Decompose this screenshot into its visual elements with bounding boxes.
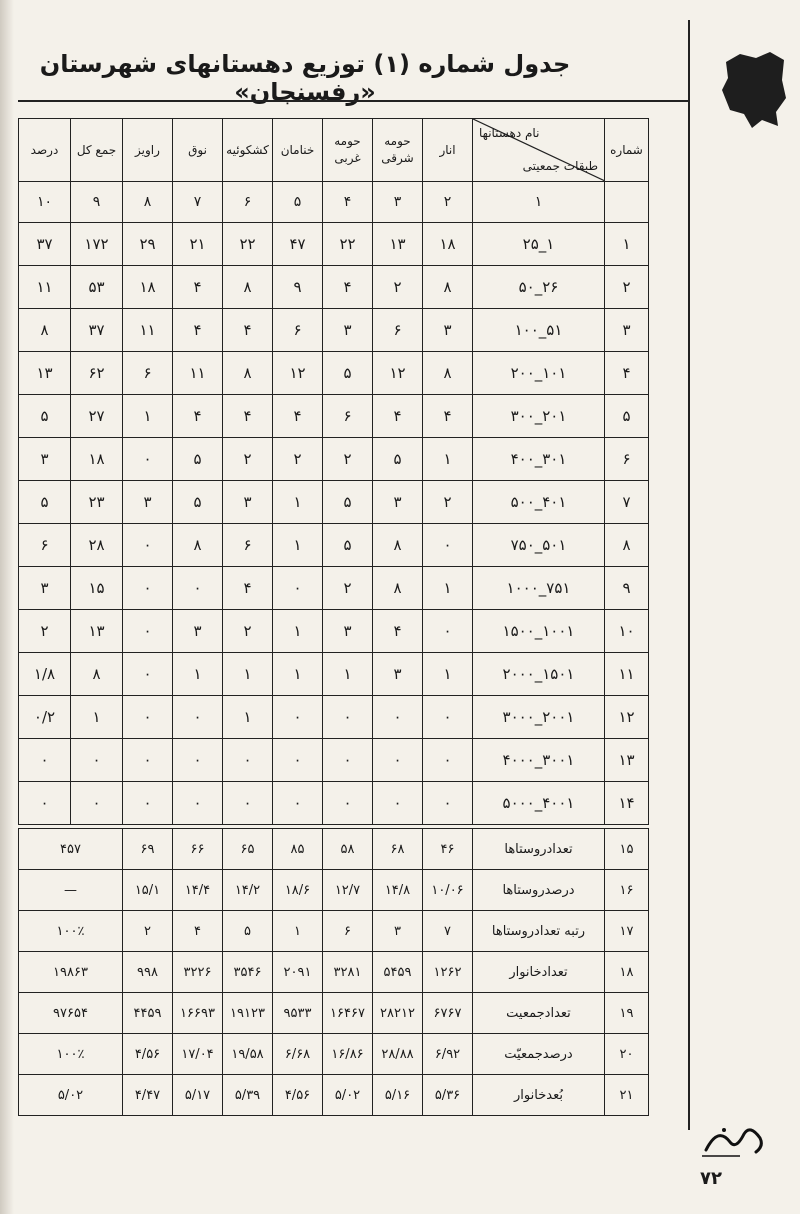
- value-cell: ۲: [223, 438, 273, 481]
- page-gutter-shadow: [0, 0, 14, 1214]
- summary-value-cell: ۴/۵۶: [123, 1034, 173, 1075]
- table-row: [19, 696, 649, 739]
- value-cell: ۱: [273, 524, 323, 567]
- summary-value-cell: ۳۲۲۶: [173, 952, 223, 993]
- value-cell: ۲۹: [123, 223, 173, 266]
- value-cell: ۶: [19, 524, 71, 567]
- row-number: ۱۳: [605, 739, 649, 782]
- value-cell: ۰: [423, 696, 473, 739]
- value-cell: ۱۱: [123, 309, 173, 352]
- value-cell: ۰: [423, 610, 473, 653]
- summary-value-cell: ۵/۰۲: [323, 1075, 373, 1116]
- value-cell: ۱۲: [373, 352, 423, 395]
- value-cell: ۰: [71, 739, 123, 782]
- table-row: [19, 739, 649, 782]
- row-number: ۴: [605, 352, 649, 395]
- summary-value-cell: ۱۵/۱: [123, 870, 173, 911]
- index-cell: ۱: [473, 182, 605, 223]
- value-cell: ۱۸: [423, 223, 473, 266]
- value-cell: ۰: [273, 739, 323, 782]
- row-number: ۱۶: [605, 870, 649, 911]
- summary-value-cell: ۵: [223, 911, 273, 952]
- value-cell: ۰: [373, 739, 423, 782]
- summary-value-cell: ۱۴/۸: [373, 870, 423, 911]
- summary-value-cell: ۱۹۸۶۳: [19, 952, 123, 993]
- population-class: ۴۰۰۱_۵۰۰۰: [473, 782, 605, 825]
- value-cell: ۴: [223, 395, 273, 438]
- value-cell: ۱: [273, 481, 323, 524]
- value-cell: ۳: [373, 481, 423, 524]
- distribution-table-wrap: [18, 118, 648, 1116]
- value-cell: ۹: [273, 266, 323, 309]
- population-class: ۳۰۱_۴۰۰: [473, 438, 605, 481]
- value-cell: ۲: [423, 481, 473, 524]
- row-number: ۱۴: [605, 782, 649, 825]
- value-cell: ۸: [423, 352, 473, 395]
- value-cell: ۱۳: [19, 352, 71, 395]
- kerman-logo: [700, 1120, 770, 1160]
- summary-value-cell: ۱۲/۷: [323, 870, 373, 911]
- top-rule: [18, 100, 690, 102]
- summary-value-cell: ۶۵: [223, 829, 273, 870]
- index-cell: ۶: [223, 182, 273, 223]
- summary-value-cell: ۱۰۰٪: [19, 911, 123, 952]
- value-cell: ۳: [373, 653, 423, 696]
- value-cell: ۰: [423, 782, 473, 825]
- summary-value-cell: ۱۴/۲: [223, 870, 273, 911]
- value-cell: ۳۷: [19, 223, 71, 266]
- summary-label: درصدجمعیّت: [473, 1034, 605, 1075]
- summary-row: [19, 1075, 649, 1116]
- row-number: ۱۵: [605, 829, 649, 870]
- value-cell: ۰: [323, 739, 373, 782]
- value-cell: ۲: [19, 610, 71, 653]
- value-cell: ۰/۲: [19, 696, 71, 739]
- value-cell: ۱۸: [123, 266, 173, 309]
- summary-value-cell: ۴/۴۷: [123, 1075, 173, 1116]
- value-cell: ۲: [323, 567, 373, 610]
- value-cell: ۸: [71, 653, 123, 696]
- value-cell: ۲۷: [71, 395, 123, 438]
- summary-value-cell: ۲: [123, 911, 173, 952]
- summary-value-cell: ۱۸/۶: [273, 870, 323, 911]
- table-row: [19, 266, 649, 309]
- value-cell: ۱: [423, 567, 473, 610]
- value-cell: ۴۷: [273, 223, 323, 266]
- summary-value-cell: ۵/۱۷: [173, 1075, 223, 1116]
- value-cell: ۱: [323, 653, 373, 696]
- header-col-percent: درصد: [19, 119, 71, 182]
- summary-value-cell: ۶/۶۸: [273, 1034, 323, 1075]
- summary-row: [19, 829, 649, 870]
- value-cell: ۰: [173, 696, 223, 739]
- summary-value-cell: ۷: [423, 911, 473, 952]
- row-number: ۷: [605, 481, 649, 524]
- value-cell: ۲: [273, 438, 323, 481]
- value-cell: ۰: [323, 782, 373, 825]
- header-col-hume-gharbi: حومه غربی: [323, 119, 373, 182]
- summary-value-cell: ۵/۳۶: [423, 1075, 473, 1116]
- value-cell: ۲۲: [223, 223, 273, 266]
- value-cell: ۰: [173, 739, 223, 782]
- row-number: ۱۸: [605, 952, 649, 993]
- summary-value-cell: ۲۸/۸۸: [373, 1034, 423, 1075]
- value-cell: ۲۳: [71, 481, 123, 524]
- value-cell: ۰: [123, 524, 173, 567]
- value-cell: ۰: [173, 567, 223, 610]
- row-number: ۹: [605, 567, 649, 610]
- population-class: ۱_۲۵: [473, 223, 605, 266]
- value-cell: ۸: [223, 352, 273, 395]
- summary-value-cell: ۱۶۴۶۷: [323, 993, 373, 1034]
- summary-value-cell: ۱۶۶۹۳: [173, 993, 223, 1034]
- row-number: ۱۰: [605, 610, 649, 653]
- value-cell: ۱۳: [71, 610, 123, 653]
- header-col-raviz: راویز: [123, 119, 173, 182]
- summary-value-cell: ۵۸: [323, 829, 373, 870]
- value-cell: ۵: [173, 438, 223, 481]
- summary-value-cell: ۲۰۹۱: [273, 952, 323, 993]
- value-cell: ۲: [373, 266, 423, 309]
- summary-value-cell: ۱۲۶۲: [423, 952, 473, 993]
- value-cell: ۱: [273, 653, 323, 696]
- row-number: ۶: [605, 438, 649, 481]
- summary-value-cell: ۴۵۷: [19, 829, 123, 870]
- summary-value-cell: ۱۴/۴: [173, 870, 223, 911]
- summary-row: [19, 952, 649, 993]
- value-cell: ۸: [373, 524, 423, 567]
- summary-value-cell: ۴: [173, 911, 223, 952]
- summary-value-cell: ۶۸: [373, 829, 423, 870]
- value-cell: ۱: [223, 696, 273, 739]
- header-col-anar: انار: [423, 119, 473, 182]
- summary-value-cell: ۴۴۵۹: [123, 993, 173, 1034]
- row-number: ۲: [605, 266, 649, 309]
- value-cell: ۱: [273, 610, 323, 653]
- value-cell: ۵: [323, 524, 373, 567]
- value-cell: ۰: [173, 782, 223, 825]
- population-class: ۱۰۰۱_۱۵۰۰: [473, 610, 605, 653]
- table-title: جدول شماره (۱) توزیع دهستانهای شهرستان «رفسنجان»: [39, 50, 571, 106]
- index-cell: ۵: [273, 182, 323, 223]
- summary-value-cell: ۱۶/۸۶: [323, 1034, 373, 1075]
- value-cell: ۲۸: [71, 524, 123, 567]
- value-cell: ۱: [423, 438, 473, 481]
- value-cell: ۸: [173, 524, 223, 567]
- value-cell: ۳: [19, 567, 71, 610]
- summary-value-cell: ۹۵۳۳: [273, 993, 323, 1034]
- value-cell: ۳: [323, 309, 373, 352]
- summary-label: تعدادروستاها: [473, 829, 605, 870]
- summary-value-cell: ۶۷۶۷: [423, 993, 473, 1034]
- header-col-total: جمع کل: [71, 119, 123, 182]
- page-number: ۷۲: [700, 1168, 722, 1189]
- value-cell: ۰: [123, 438, 173, 481]
- summary-label: رتبه تعدادروستاها: [473, 911, 605, 952]
- value-cell: ۸: [423, 266, 473, 309]
- index-cell: ۴: [323, 182, 373, 223]
- value-cell: ۴: [223, 567, 273, 610]
- value-cell: ۱: [123, 395, 173, 438]
- value-cell: ۱۵: [71, 567, 123, 610]
- summary-value-cell: ۱: [273, 911, 323, 952]
- value-cell: ۴: [373, 610, 423, 653]
- value-cell: ۱: [423, 653, 473, 696]
- right-margin-rule: [688, 20, 690, 1130]
- summary-value-cell: ۳: [373, 911, 423, 952]
- value-cell: ۱۱: [173, 352, 223, 395]
- value-cell: ۴: [223, 309, 273, 352]
- value-cell: ۳۷: [71, 309, 123, 352]
- table-row: [19, 610, 649, 653]
- population-class: ۲۰۰۱_۳۰۰۰: [473, 696, 605, 739]
- index-cell: ۱۰: [19, 182, 71, 223]
- summary-row: [19, 870, 649, 911]
- value-cell: ۰: [273, 782, 323, 825]
- value-cell: ۳: [223, 481, 273, 524]
- value-cell: ۶: [123, 352, 173, 395]
- summary-value-cell: ۶/۹۲: [423, 1034, 473, 1075]
- value-cell: ۱۲: [273, 352, 323, 395]
- column-index-row: [19, 182, 649, 223]
- table-row: [19, 352, 649, 395]
- header-district-names: نام دهستانها: [479, 126, 540, 140]
- summary-value-cell: ۵/۰۲: [19, 1075, 123, 1116]
- summary-value-cell: ۳۲۸۱: [323, 952, 373, 993]
- row-number: ۸: [605, 524, 649, 567]
- value-cell: ۲۲: [323, 223, 373, 266]
- row-number: ۵: [605, 395, 649, 438]
- province-map-icon: [718, 50, 788, 130]
- value-cell: ۰: [19, 739, 71, 782]
- header-col-khenaman: خنامان: [273, 119, 323, 182]
- header-diagonal-cell: [473, 119, 605, 182]
- value-cell: ۵: [323, 481, 373, 524]
- value-cell: ۵: [19, 395, 71, 438]
- value-cell: ۴: [423, 395, 473, 438]
- index-cell: ۷: [173, 182, 223, 223]
- population-class: ۳۰۰۱_۴۰۰۰: [473, 739, 605, 782]
- value-cell: ۰: [123, 739, 173, 782]
- index-cell: [605, 182, 649, 223]
- value-cell: ۱: [71, 696, 123, 739]
- population-class: ۵۰۱_۷۵۰: [473, 524, 605, 567]
- value-cell: ۰: [273, 567, 323, 610]
- table-row: [19, 653, 649, 696]
- summary-value-cell: ۱۹/۵۸: [223, 1034, 273, 1075]
- header-col-koshkuiyeh: کشکوئیه: [223, 119, 273, 182]
- value-cell: ۰: [373, 696, 423, 739]
- value-cell: ۱۳: [373, 223, 423, 266]
- summary-value-cell: ۶: [323, 911, 373, 952]
- value-cell: ۲۱: [173, 223, 223, 266]
- index-cell: ۹: [71, 182, 123, 223]
- value-cell: ۵: [373, 438, 423, 481]
- value-cell: ۵: [323, 352, 373, 395]
- population-class: ۲۶_۵۰: [473, 266, 605, 309]
- value-cell: ۴: [173, 266, 223, 309]
- summary-row: [19, 911, 649, 952]
- value-cell: ۶: [223, 524, 273, 567]
- value-cell: ۰: [273, 696, 323, 739]
- value-cell: ۱۸: [71, 438, 123, 481]
- summary-value-cell: ۱۹۱۲۳: [223, 993, 273, 1034]
- row-number: ۱: [605, 223, 649, 266]
- value-cell: ۳: [323, 610, 373, 653]
- value-cell: ۱/۸: [19, 653, 71, 696]
- header-col-hume-sharghi: حومه شرقی: [373, 119, 423, 182]
- summary-value-cell: ۹۷۶۵۴: [19, 993, 123, 1034]
- summary-value-cell: ۵/۱۶: [373, 1075, 423, 1116]
- header-num: شماره: [605, 119, 649, 182]
- value-cell: ۳: [173, 610, 223, 653]
- value-cell: ۴: [373, 395, 423, 438]
- summary-value-cell: ۶۹: [123, 829, 173, 870]
- header-col-nough: نوق: [173, 119, 223, 182]
- table-row: [19, 223, 649, 266]
- value-cell: ۰: [423, 739, 473, 782]
- value-cell: ۰: [223, 739, 273, 782]
- value-cell: ۵: [19, 481, 71, 524]
- summary-value-cell: ۲۸۲۱۲: [373, 993, 423, 1034]
- table-row: [19, 782, 649, 825]
- value-cell: ۰: [71, 782, 123, 825]
- value-cell: ۶: [273, 309, 323, 352]
- value-cell: ۰: [373, 782, 423, 825]
- value-cell: ۰: [123, 567, 173, 610]
- population-class: ۱۵۰۱_۲۰۰۰: [473, 653, 605, 696]
- value-cell: ۶۲: [71, 352, 123, 395]
- value-cell: ۵۳: [71, 266, 123, 309]
- summary-value-cell: ۱۰۰٪: [19, 1034, 123, 1075]
- value-cell: ۶: [373, 309, 423, 352]
- value-cell: ۰: [123, 696, 173, 739]
- population-class: ۱۰۱_۲۰۰: [473, 352, 605, 395]
- summary-value-cell: ۵/۳۹: [223, 1075, 273, 1116]
- header-population-classes: طبقات جمعیتی: [522, 159, 598, 173]
- value-cell: ۳: [19, 438, 71, 481]
- table-row: [19, 481, 649, 524]
- summary-value-cell: ۸۵: [273, 829, 323, 870]
- summary-label: تعدادجمعیت: [473, 993, 605, 1034]
- summary-row: [19, 1034, 649, 1075]
- value-cell: ۴: [173, 309, 223, 352]
- summary-row: [19, 993, 649, 1034]
- summary-value-cell: ۶۶: [173, 829, 223, 870]
- value-cell: ۸: [373, 567, 423, 610]
- population-class: ۷۵۱_۱۰۰۰: [473, 567, 605, 610]
- index-cell: ۸: [123, 182, 173, 223]
- summary-value-cell: ۳۵۴۶: [223, 952, 273, 993]
- index-cell: ۳: [373, 182, 423, 223]
- header-row: [19, 119, 649, 182]
- summary-value-cell: ۱۷/۰۴: [173, 1034, 223, 1075]
- row-number: ۱۷: [605, 911, 649, 952]
- row-number: ۱۹: [605, 993, 649, 1034]
- value-cell: ۲: [323, 438, 373, 481]
- value-cell: ۱: [223, 653, 273, 696]
- value-cell: ۰: [223, 782, 273, 825]
- value-cell: ۴: [323, 266, 373, 309]
- value-cell: ۰: [123, 610, 173, 653]
- row-number: ۲۰: [605, 1034, 649, 1075]
- table-row: [19, 395, 649, 438]
- value-cell: ۰: [323, 696, 373, 739]
- summary-value-cell: ۱۰/۰۶: [423, 870, 473, 911]
- value-cell: ۲: [223, 610, 273, 653]
- value-cell: ۰: [123, 782, 173, 825]
- value-cell: ۳: [423, 309, 473, 352]
- value-cell: ۱۷۲: [71, 223, 123, 266]
- summary-label: بُعدخانوار: [473, 1075, 605, 1116]
- value-cell: ۶: [323, 395, 373, 438]
- table-row: [19, 438, 649, 481]
- row-number: ۲۱: [605, 1075, 649, 1116]
- value-cell: ۳: [123, 481, 173, 524]
- table-row: [19, 524, 649, 567]
- distribution-table: [18, 118, 649, 1116]
- value-cell: ۸: [19, 309, 71, 352]
- index-cell: ۲: [423, 182, 473, 223]
- summary-value-cell: ۴/۵۶: [273, 1075, 323, 1116]
- value-cell: ۸: [223, 266, 273, 309]
- summary-label: درصدروستاها: [473, 870, 605, 911]
- population-class: ۴۰۱_۵۰۰: [473, 481, 605, 524]
- value-cell: ۰: [423, 524, 473, 567]
- value-cell: ۰: [123, 653, 173, 696]
- table-row: [19, 309, 649, 352]
- value-cell: ۰: [19, 782, 71, 825]
- summary-value-cell: —: [19, 870, 123, 911]
- population-class: ۵۱_۱۰۰: [473, 309, 605, 352]
- row-number: ۱۱: [605, 653, 649, 696]
- row-number: ۳: [605, 309, 649, 352]
- value-cell: ۴: [273, 395, 323, 438]
- value-cell: ۵: [173, 481, 223, 524]
- row-number: ۱۲: [605, 696, 649, 739]
- table-row: [19, 567, 649, 610]
- value-cell: ۱۱: [19, 266, 71, 309]
- value-cell: ۴: [173, 395, 223, 438]
- value-cell: ۱: [173, 653, 223, 696]
- summary-label: تعدادخانوار: [473, 952, 605, 993]
- summary-value-cell: ۹۹۸: [123, 952, 173, 993]
- population-class: ۲۰۱_۳۰۰: [473, 395, 605, 438]
- summary-value-cell: ۴۶: [423, 829, 473, 870]
- summary-value-cell: ۵۴۵۹: [373, 952, 423, 993]
